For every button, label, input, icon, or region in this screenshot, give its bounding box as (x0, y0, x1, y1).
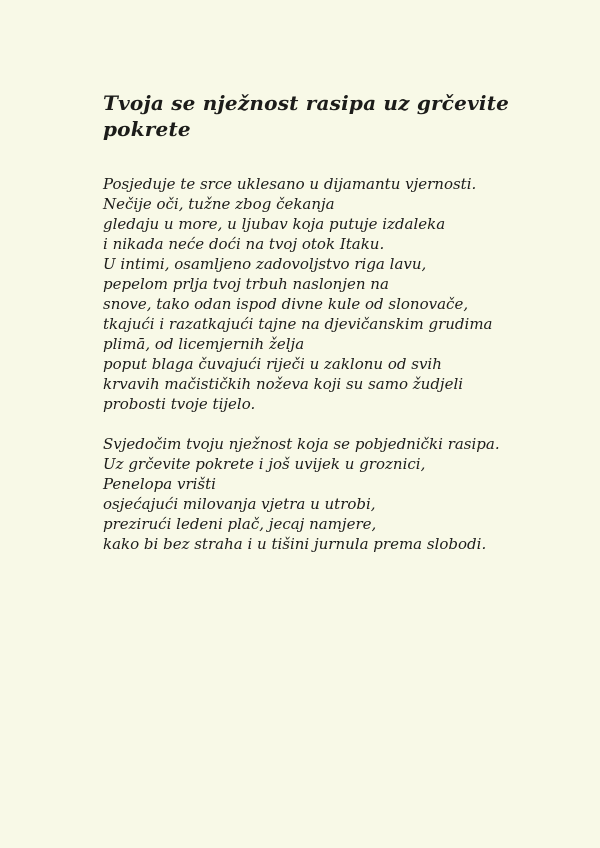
poem-line: U intimi, osamljeno zadovoljstvo riga lavu, (103, 255, 427, 273)
poem-line: poput blaga čuvajući riječi u zaklonu od svih (103, 355, 442, 373)
poem-line: osjećajući milovanja vjetra u utrobi, (103, 495, 376, 513)
poem-line: Penelopa vrišti (103, 475, 216, 493)
poem-stanza-2 (103, 434, 553, 554)
poem-title: Tvoja se nježnost rasipa uz grčevite pokrete (103, 91, 510, 141)
poem-line: pepelom prlja tvoj trbuh naslonjen na (103, 275, 389, 293)
poem-line: Svjedočim tvoju nježnost koja se pobjednički rasipa. (103, 435, 500, 453)
poem-line: prezirući ledeni plač, jecaj namjere, (103, 515, 377, 533)
poem-stanza-1 (103, 174, 553, 414)
poem-line: i nikada neće doći na tvoj otok Itaku. (103, 235, 385, 253)
poem-line: gledaju u more, u ljubav koja putuje izdaleka (103, 215, 446, 233)
poem-line: Uz grčevite pokrete i još uvijek u groznici, (103, 455, 426, 473)
poem-line: plimā, od licemjernih želja (103, 335, 305, 353)
poem-line: krvavih mačističkih noževa koji su samo žudjeli (103, 375, 464, 393)
poem-line: tkajući i razatkajući tajne na djevičanskim grudima (103, 315, 493, 333)
poem-line: snove, tako odan ispod divne kule od slonovače, (103, 295, 469, 313)
poem-line: kako bi bez straha i u tišini jurnula prema slobodi. (103, 535, 487, 553)
poem-content (103, 90, 553, 554)
poem-line: Posjeduje te srce uklesano u dijamantu vjernosti. (103, 175, 477, 193)
poem-line: probosti tvoje tijelo. (103, 395, 256, 413)
poem-line: Nečije oči, tužne zbog čekanja (103, 195, 335, 213)
